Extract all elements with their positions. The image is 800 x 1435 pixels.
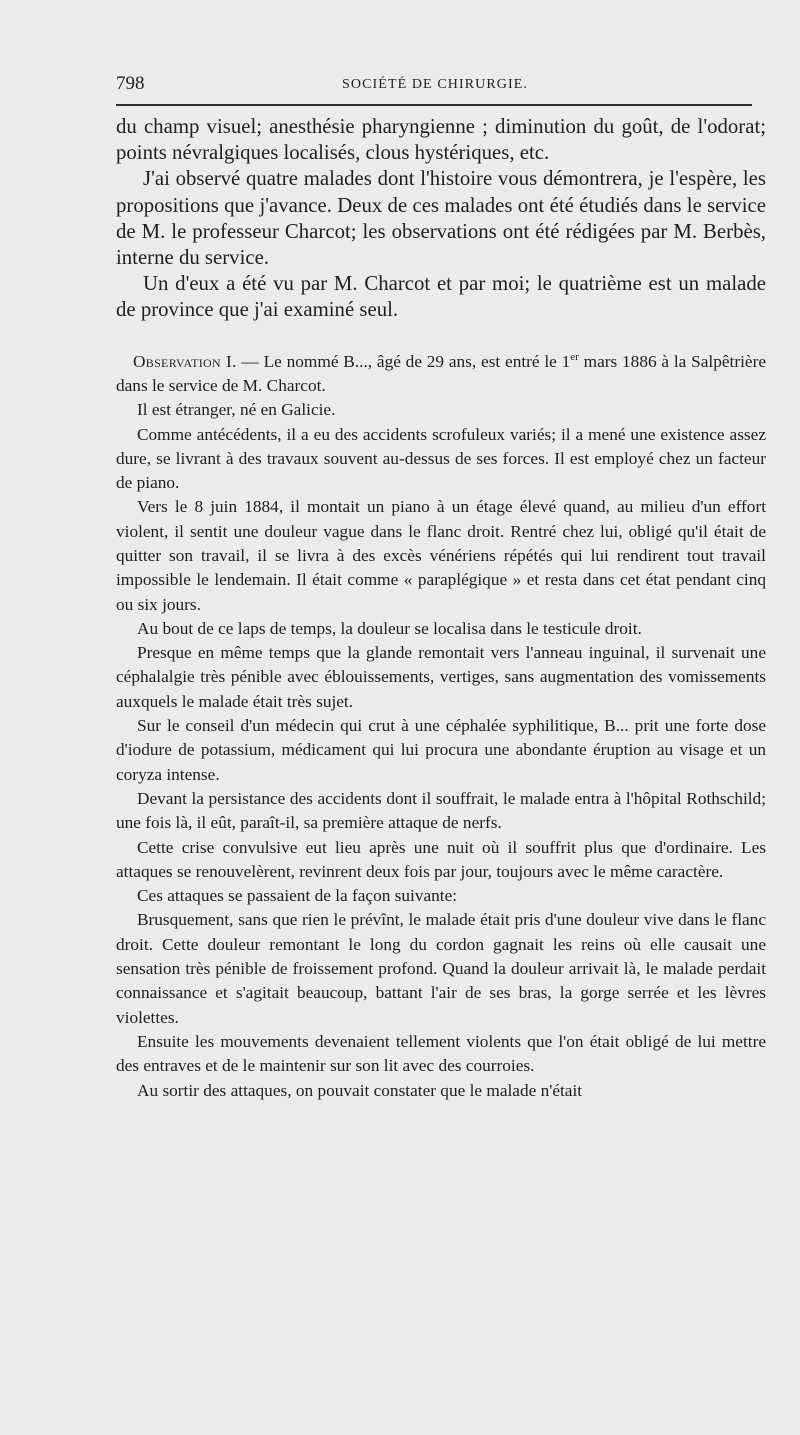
- ordinal-superscript: er: [570, 350, 579, 363]
- observation-heading-paragraph: [116, 350, 766, 399]
- observation-paragraph-9: Ces attaques se passaient de la façon suivante:: [137, 886, 458, 906]
- observation-label: Observation I.: [133, 351, 237, 371]
- observation-intro-text: — Le nommé B..., âgé de 29 ans, est entré le 1: [236, 351, 571, 371]
- header-rule: [116, 104, 752, 106]
- page-number: 798: [116, 73, 145, 94]
- observation-paragraph-5: Presque en même temps que la glande remontait vers l'anneau inguinal, il survenait une céphalalgie très pénible avec éblouissements, vertiges, sans augmentation des vomissements auxquels le malade était très sujet.: [116, 643, 766, 711]
- observation-paragraph-1: Il est étranger, né en Galicie.: [137, 400, 336, 420]
- main-text: [116, 114, 766, 1103]
- intro-section: [116, 114, 766, 324]
- observation-paragraph-3: Vers le 8 juin 1884, il montait un piano à un étage élevé quand, au milieu d'un effort violent, il sentit une douleur vague dans le flanc droit. Rentré chez lui, obligé qu'il était de quitter son travail, il se livra à des excès vénériens répétés qui lui rendirent tout travail impossible le lendemain. Il était comme « paraplégique » et resta dans cet état pendant cinq ou six jours.: [116, 497, 766, 614]
- observation-paragraph-6: Sur le conseil d'un médecin qui crut à une céphalée syphilitique, B... prit une forte dose d'iodure de potassium, médicament qui lui procura une abondante éruption au visage et un coryza intense.: [116, 716, 766, 784]
- observation-section: [116, 350, 766, 1103]
- observation-paragraph-10: Brusquement, sans que rien le prévînt, le malade était pris d'une douleur vive dans le flanc droit. Cette douleur remontant le long du cordon gagnait les reins où elle causait une sensation très pénible de froissement profond. Quand la douleur arrivait là, le malade perdait connaissance et s'agitait beaucoup, battant l'air de ses bras, la gorge serrée et les lèvres violettes.: [116, 910, 766, 1027]
- observation-paragraph-8: Cette crise convulsive eut lieu après une nuit où il souffrit plus que d'ordinaire. Les attaques se renouvelèrent, revinrent deux fois par jour, toujours avec le même caractère.: [116, 837, 766, 881]
- running-title: SOCIÉTÉ DE CHIRURGIE.: [342, 77, 529, 92]
- intro-paragraph-2: J'ai observé quatre malades dont l'histoire vous démontrera, je l'espère, les propositions que j'avance. Deux de ces malades ont été étudiés dans le service de M. le professeur Charcot; les observations ont été rédigées par M. Berbès, interne du service.: [116, 167, 766, 270]
- page-header: [116, 70, 768, 100]
- observation-paragraph-4: Au bout de ce laps de temps, la douleur se localisa dans le testicule droit.: [137, 618, 642, 638]
- intro-paragraph-1: du champ visuel; anesthésie pharyngienne ; diminution du goût, de l'odorat; points névralgiques localisés, clous hystériques, etc.: [116, 115, 766, 165]
- observation-paragraph-12: Au sortir des attaques, on pouvait constater que le malade n'était: [137, 1080, 583, 1100]
- observation-paragraph-2: Comme antécédents, il a eu des accidents scrofuleux variés; il a mené une existence assez dure, se livrant à des travaux souvent au-dessus de ses forces. Il est employé chez un facteur de piano.: [116, 424, 766, 493]
- intro-paragraph-3: Un d'eux a été vu par M. Charcot et par moi; le quatrième est un malade de province que j'ai examiné seul.: [116, 272, 766, 322]
- observation-paragraph-11: Ensuite les mouvements devenaient tellement violents que l'on était obligé de lui mettre des entraves et de le maintenir sur son lit avec des courroies.: [116, 1031, 766, 1076]
- observation-paragraph-7: Devant la persistance des accidents dont il souffrait, le malade entra à l'hôpital Rothschild; une fois là, il eût, paraît-il, sa première attaque de nerfs.: [116, 788, 766, 833]
- observation-intro-text-end: mars 1886 à la Salpêtrière dans le service de M. Charcot.: [116, 351, 766, 395]
